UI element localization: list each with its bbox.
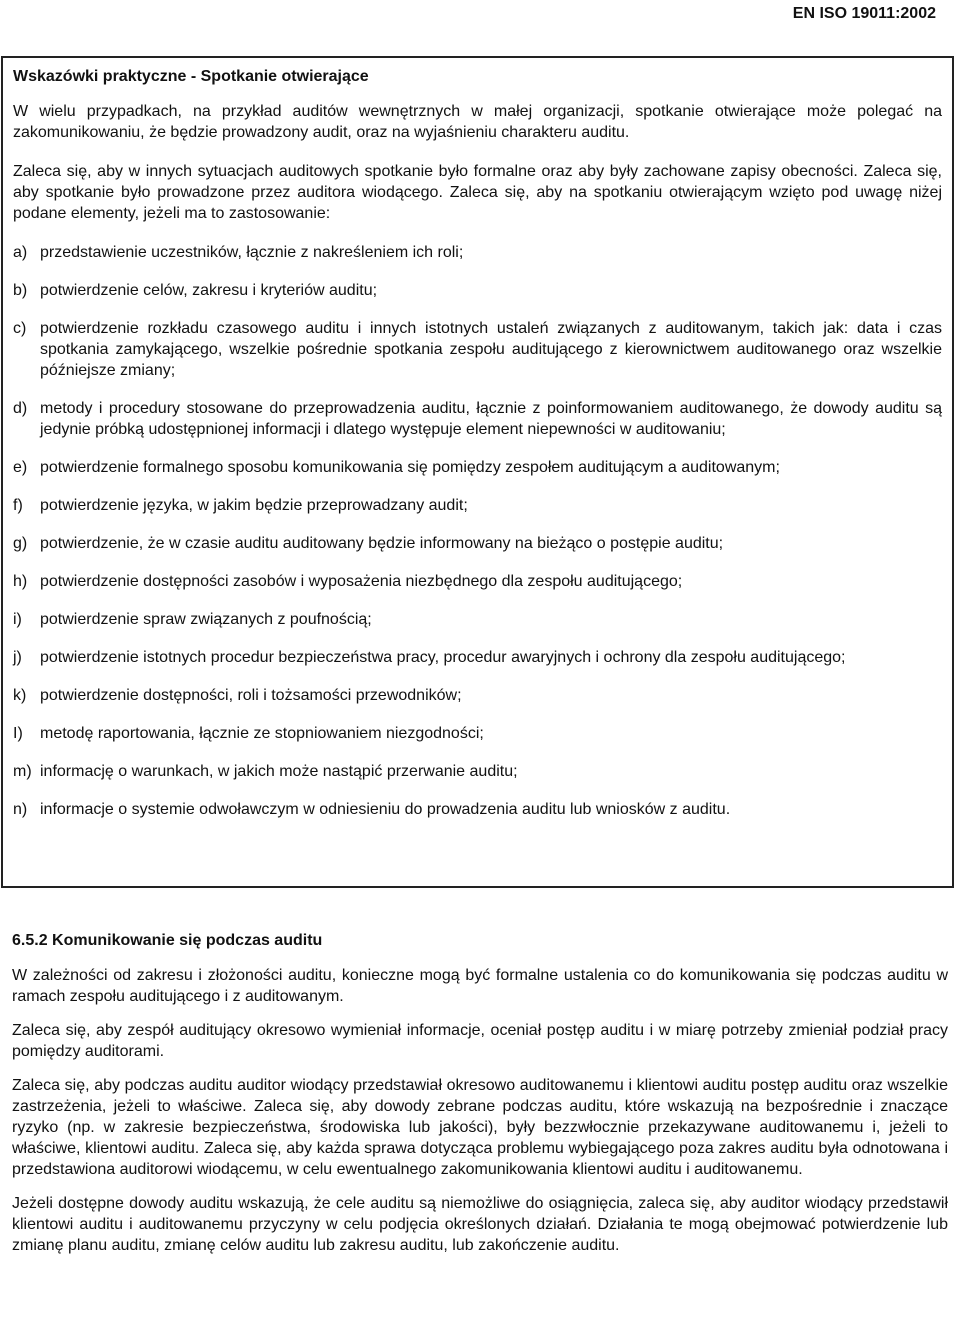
list-item-mark: a) [13,244,28,261]
list-item-text: potwierdzenie istotnych procedur bezpieczeństwa pracy, procedur awaryjnych i ochrony dla zespołu auditującego; [40,649,846,666]
list-item-mark: i) [13,611,22,628]
list-item-text: potwierdzenie formalnego sposobu komunikowania się pomiędzy zespołem auditującym a auditowanym; [40,459,780,476]
list-item-text: metody i procedury stosowane do przeprowadzenia auditu, łącznie z poinformowaniem auditowanego, że dowody auditu są jedynie próbką udostępnionej informacji i dlatego występuje element niepewności w auditowaniu; [40,400,942,438]
list-item-mark: k) [13,687,27,704]
list-item-mark: b) [13,282,28,299]
list-item [13,242,942,263]
list-item [13,280,942,301]
list-item [13,799,942,820]
box-title: Wskazówki praktyczne - Spotkanie otwierające [13,68,369,85]
list-item [13,457,942,478]
list-item-text: metodę raportowania, łącznie ze stopniowaniem niezgodności; [40,725,484,742]
list-item-mark: h) [13,573,28,590]
list-item-text: informację o warunkach, w jakich może nastąpić przerwanie auditu; [40,763,518,780]
list-item [13,495,942,516]
list-item [13,685,942,706]
box-paragraph: W wielu przypadkach, na przykład auditów wewnętrznych w małej organizacji, spotkanie otwierające może polegać na zakomunikowaniu, że będzie prowadzony audit, oraz na wyjaśnieniu charakteru auditu. [13,103,942,141]
list-item [13,318,942,381]
section-heading: 6.5.2 Komunikowanie się podczas auditu [12,932,323,949]
list-item-mark: n) [13,801,28,818]
section-paragraph: W zależności od zakresu i złożoności auditu, konieczne mogą być formalne ustalenia co do komunikowania się podczas auditu w ramach zespołu auditującego i z auditowanym. [12,967,948,1005]
list-item [13,571,942,592]
box-paragraph: Zaleca się, aby w innych sytuacjach auditowych spotkanie było formalne oraz aby były zachowane zapisy obecności. Zaleca się, aby spotkanie było prowadzone przez auditora wiodącego. Zaleca się, aby na spotkaniu otwierającym wzięto pod uwagę niżej podane elementy, jeżeli ma to zastosowanie: [13,163,942,222]
list-item-mark: e) [13,459,28,476]
list-item-text: potwierdzenie rozkładu czasowego auditu i innych istotnych ustaleń związanych z auditowanym, takich jak: data i czas spotkania zamykającego, wszelkie pośrednie spotkania zespołu auditującego z kierownictwem auditowanego oraz wszelkie późniejsze zmiany; [40,320,942,379]
list-item-mark: d) [13,400,28,417]
list-item [13,609,942,630]
list-item-text: potwierdzenie celów, zakresu i kryteriów auditu; [40,282,378,299]
list-item-text: potwierdzenie dostępności zasobów i wyposażenia niezbędnego dla zespołu auditującego; [40,573,683,590]
opening-meeting-items-list [13,242,942,820]
section-paragraph: Jeżeli dostępne dowody auditu wskazują, że cele auditu są niemożliwe do osiągnięcia, zaleca się, aby auditor wiodący przedstawił klientowi auditu i auditowanemu przyczyny w celu podjęcia określonych działań. Działania te mogą obejmować potwierdzenie lub zmianę planu auditu, zmianę celów auditu lub zakresu auditu, lub zakończenie auditu. [12,1195,948,1254]
list-item-text: potwierdzenie spraw związanych z poufnością; [40,611,372,628]
section-6-5-2 [12,930,948,1269]
list-item-text: przedstawienie uczestników, łącznie z nakreśleniem ich roli; [40,244,464,261]
list-item [13,647,942,668]
list-item [13,398,942,440]
list-item-text: potwierdzenie dostępności, roli i tożsamości przewodników; [40,687,462,704]
list-item-mark: c) [13,320,27,337]
list-item-mark: g) [13,535,28,552]
list-item-text: informacje o systemie odwoławczym w odniesieniu do prowadzenia auditu lub wniosków z auditu. [40,801,731,818]
section-paragraph: Zaleca się, aby zespół auditujący okresowo wymieniał informacje, oceniał postęp auditu i w miarę potrzeby zmieniał podział pracy pomiędzy auditorami. [12,1022,948,1060]
list-item [13,723,942,744]
list-item-mark: I) [13,725,23,742]
list-item [13,533,942,554]
list-item-text: potwierdzenie, że w czasie auditu auditowany będzie informowany na bieżąco o postępie auditu; [40,535,724,552]
list-item [13,761,942,782]
list-item-mark: m) [13,763,32,780]
list-item-text: potwierdzenie języka, w jakim będzie przeprowadzany audit; [40,497,468,514]
list-item-mark: f) [13,497,23,514]
document-code: EN ISO 19011:2002 [792,5,936,22]
list-item-mark: j) [13,649,22,666]
section-paragraph: Zaleca się, aby podczas auditu auditor wiodący przedstawiał okresowo auditowanemu i klientowi auditu postęp auditu oraz wszelkie zastrzeżenia, jeżeli to właściwe. Zaleca się, aby dowody zebrane podczas auditu, które wskazują na bezpośrednie i znaczące ryzyko (np. w zakresie bezpieczeństwa, środowiska lub jakości), były bezzwłocznie przekazywane auditowanemu i, jeżeli to właściwe, klientowi auditu. Zaleca się, aby każda sprawa dotycząca problemu wybiegającego poza zakres auditu była odnotowana i przedstawiona auditorowi wiodącemu, w celu ewentualnego zakomunikowania klientowi auditu i auditowanemu. [12,1077,948,1178]
practical-guidance-box [1,56,954,888]
